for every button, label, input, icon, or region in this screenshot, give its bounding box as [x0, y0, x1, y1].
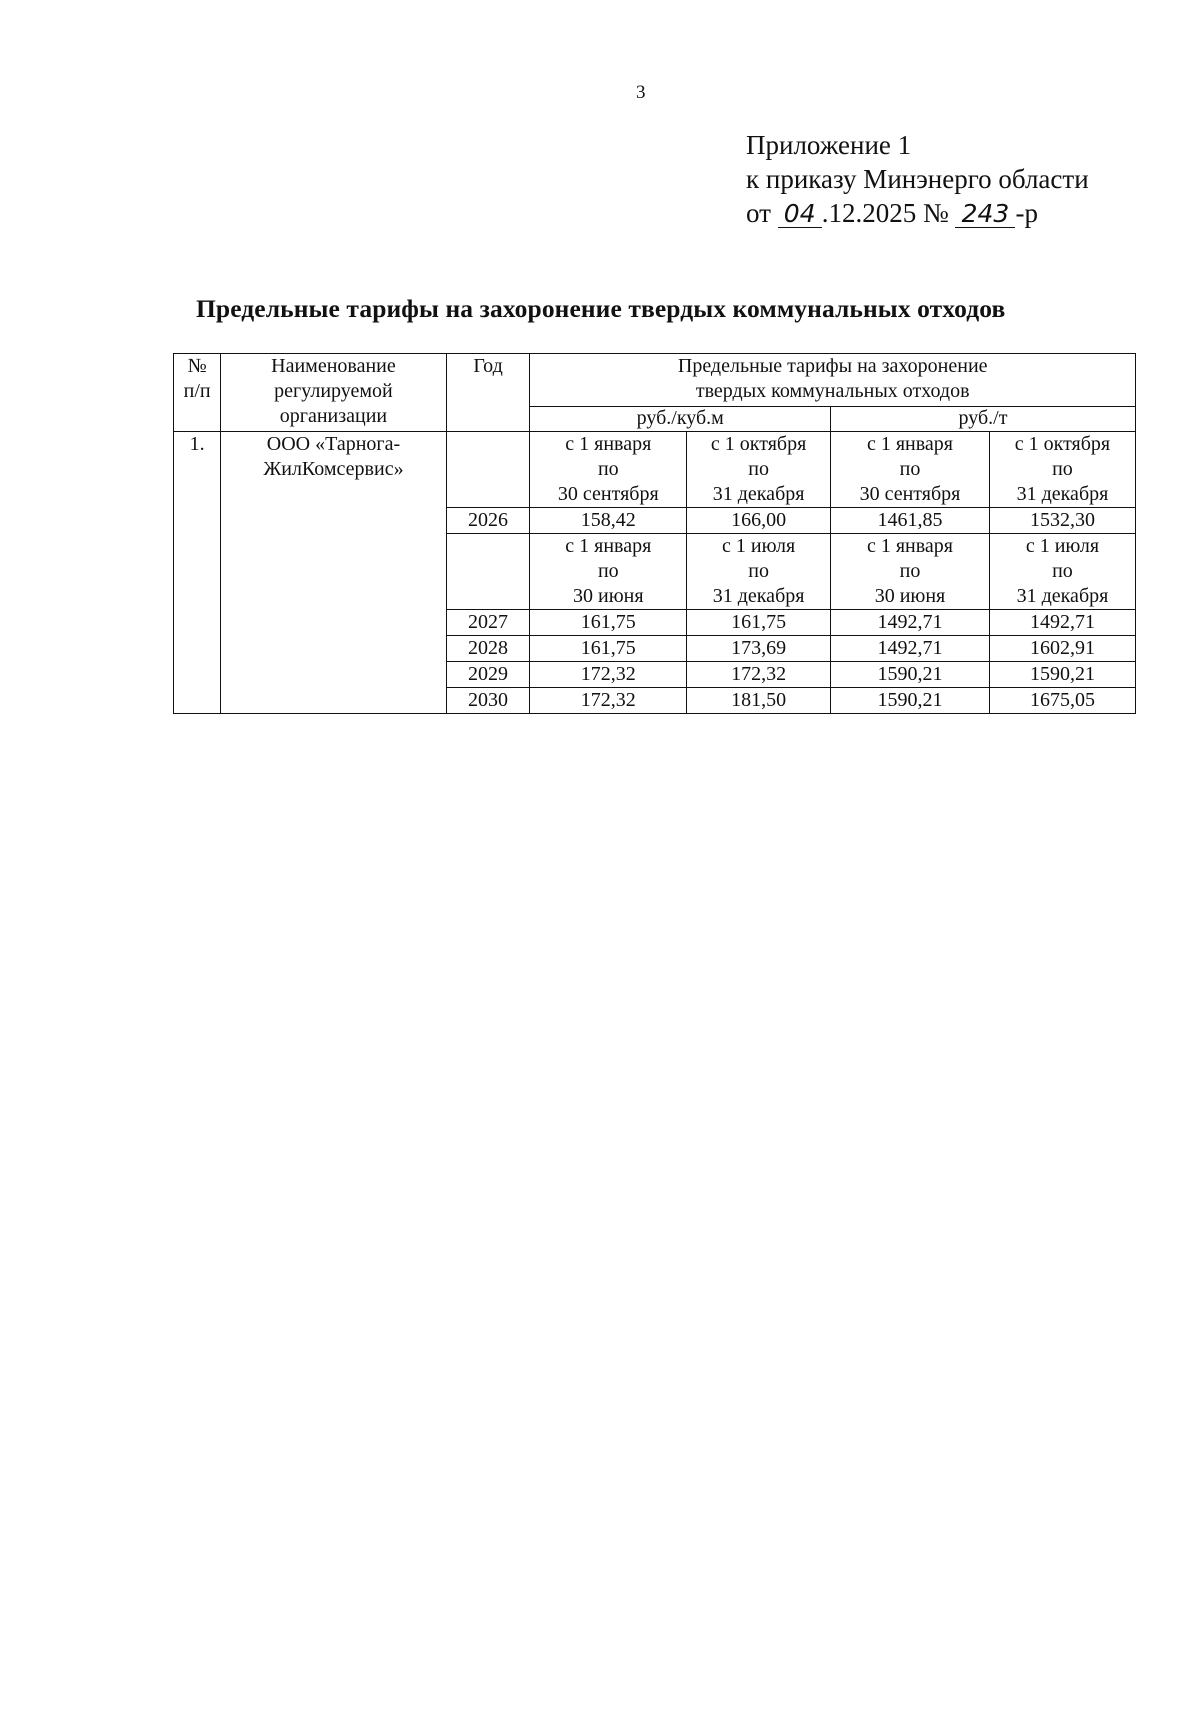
handwritten-order-number: 243	[955, 201, 1015, 228]
appendix-date-prefix: от	[746, 198, 771, 228]
appendix-line-3	[746, 196, 1089, 230]
value-cell: 1492,71	[989, 610, 1135, 636]
appendix-line-2: к приказу Минэнерго области	[746, 164, 1089, 194]
period-cell: с 1 января по 30 сентября	[831, 432, 990, 508]
header-unit-t: руб./т	[831, 407, 1136, 432]
header-year: Год	[446, 354, 530, 432]
appendix-header	[746, 128, 1089, 230]
value-cell: 1461,85	[831, 508, 990, 534]
value-cell: 172,32	[687, 662, 831, 688]
year-cell: 2026	[446, 508, 530, 534]
period-cell: с 1 октября по 31 декабря	[687, 432, 831, 508]
year-blank	[446, 432, 530, 508]
period-cell: с 1 июля по 31 декабря	[687, 534, 831, 610]
value-cell: 181,50	[687, 688, 831, 714]
appendix-order-suffix: -р	[1015, 198, 1038, 228]
year-cell: 2030	[446, 688, 530, 714]
value-cell: 166,00	[687, 508, 831, 534]
value-cell: 1492,71	[831, 610, 990, 636]
period-cell: с 1 июля по 31 декабря	[989, 534, 1135, 610]
value-cell: 1590,21	[831, 662, 990, 688]
period-cell: с 1 января по 30 июня	[831, 534, 990, 610]
header-tariffs: Предельные тарифы на захоронение твердых коммунальных отходов	[530, 354, 1136, 407]
period-row-a	[174, 432, 1136, 508]
value-cell: 1602,91	[989, 636, 1135, 662]
value-cell: 173,69	[687, 636, 831, 662]
header-num: № п/п	[174, 354, 221, 432]
value-cell: 172,32	[530, 688, 687, 714]
value-cell: 1492,71	[831, 636, 990, 662]
year-cell: 2029	[446, 662, 530, 688]
tariffs-table	[173, 353, 1136, 714]
value-cell: 1590,21	[831, 688, 990, 714]
appendix-line-1: Приложение 1	[746, 130, 912, 160]
year-cell: 2027	[446, 610, 530, 636]
handwritten-day: 04	[778, 201, 822, 228]
value-cell: 161,75	[530, 610, 687, 636]
document-title: Предельные тарифы на захоронение твердых коммунальных отходов	[196, 294, 1006, 323]
year-cell: 2028	[446, 636, 530, 662]
appendix-date-middle: .12.2025 №	[821, 198, 949, 228]
org-number: 1.	[174, 432, 221, 714]
value-cell: 1532,30	[989, 508, 1135, 534]
period-cell: с 1 октября по 31 декабря	[989, 432, 1135, 508]
period-cell: с 1 января по 30 сентября	[530, 432, 687, 508]
header-unit-m3: руб./куб.м	[530, 407, 831, 432]
value-cell: 161,75	[687, 610, 831, 636]
year-blank	[446, 534, 530, 610]
header-row-1	[174, 354, 1136, 407]
page-number: 3	[636, 82, 646, 103]
header-org-name: Наименование регулируемой организации	[221, 354, 446, 432]
period-cell: с 1 января по 30 июня	[530, 534, 687, 610]
org-name: ООО «Тарнога- ЖилКомсервис»	[221, 432, 446, 714]
value-cell: 1675,05	[989, 688, 1135, 714]
value-cell: 161,75	[530, 636, 687, 662]
value-cell: 172,32	[530, 662, 687, 688]
value-cell: 158,42	[530, 508, 687, 534]
value-cell: 1590,21	[989, 662, 1135, 688]
